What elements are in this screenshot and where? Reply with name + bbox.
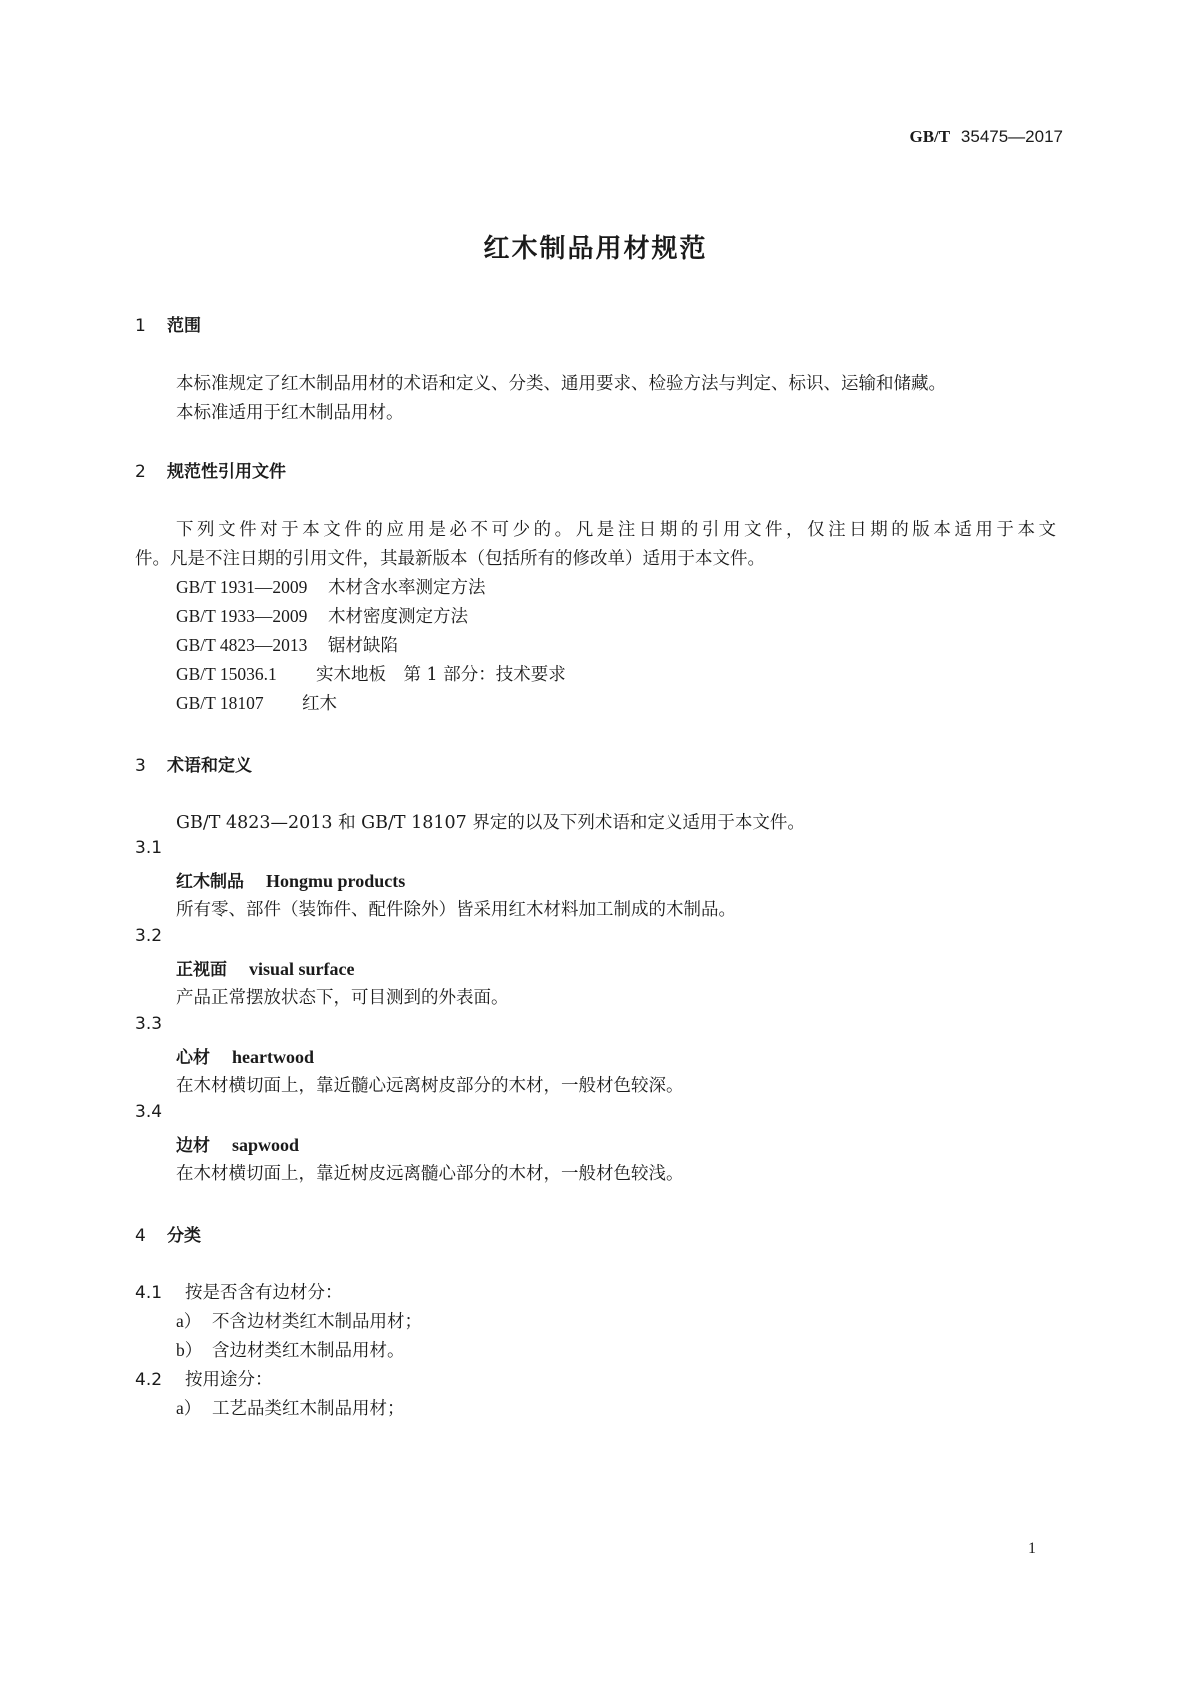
- page-number: 1: [1028, 1540, 1036, 1557]
- classification-number: 4.2: [135, 1370, 163, 1390]
- term-heading: [176, 955, 355, 980]
- reference-code: GB/T 4823—2013: [176, 635, 308, 655]
- reference-code: GB/T 18107: [176, 693, 264, 713]
- paragraph: GB/T 4823—2013 和 GB/T 18107 界定的以及下列术语和定义适用于本文件。: [176, 813, 805, 833]
- term-number: 3.1: [135, 838, 163, 858]
- classification-item: [135, 1279, 343, 1304]
- list-item-text: 含边材类红木制品用材。: [212, 1341, 405, 1361]
- term-zh: 心材: [176, 1048, 210, 1068]
- list-item-text: 工艺品类红木制品用材；: [212, 1399, 405, 1419]
- standard-code: [909, 127, 1063, 147]
- classification-item: [135, 1366, 273, 1391]
- section-title: 范围: [167, 316, 201, 336]
- section-number: 2: [135, 462, 146, 482]
- section-title: 术语和定义: [167, 756, 252, 776]
- list-item-text: 不含边材类红木制品用材；: [212, 1312, 422, 1332]
- section-title: 分类: [167, 1226, 201, 1246]
- section-number: 3: [135, 756, 146, 776]
- reference-item: [176, 632, 398, 657]
- reference-item: [176, 690, 337, 715]
- term-number: 3.4: [135, 1102, 163, 1122]
- reference-title: 实木地板 第 1 部分：技术要求: [316, 665, 566, 685]
- classification-text: 按是否含有边材分：: [185, 1283, 343, 1303]
- term-definition: 产品正常摆放状态下，可目测到的外表面。: [176, 988, 509, 1008]
- term-en: Hongmu products: [266, 871, 406, 891]
- reference-item: [176, 603, 468, 628]
- paragraph: 下列文件对于本文件的应用是必不可少的。凡是注日期的引用文件，仅注日期的版本适用于本文: [176, 520, 1056, 540]
- classification-text: 按用途分：: [185, 1370, 273, 1390]
- classification-number: 4.1: [135, 1283, 163, 1303]
- term-en: visual surface: [249, 959, 355, 979]
- document-title: 红木制品用材规范: [483, 234, 708, 264]
- term-zh: 正视面: [176, 960, 227, 980]
- term-definition: 在木材横切面上，靠近树皮远离髓心部分的木材，一般材色较浅。: [176, 1164, 684, 1184]
- reference-item: [176, 574, 486, 599]
- section-2-heading: [135, 457, 286, 482]
- section-1-heading: [135, 311, 201, 336]
- reference-item: [176, 661, 566, 686]
- section-3-heading: [135, 751, 252, 776]
- section-number: 4: [135, 1226, 146, 1246]
- term-zh: 边材: [176, 1136, 210, 1156]
- reference-title: 锯材缺陷: [328, 636, 398, 656]
- standard-code-prefix: GB/T: [909, 127, 951, 146]
- reference-code: GB/T 1933—2009: [176, 606, 308, 626]
- standard-code-number: 35475—2017: [960, 127, 1063, 146]
- reference-title: 木材密度测定方法: [328, 607, 468, 627]
- section-number: 1: [135, 316, 146, 336]
- list-item-label: a）: [176, 1398, 202, 1418]
- paragraph: 件。凡是不注日期的引用文件，其最新版本（包括所有的修改单）适用于本文件。: [135, 549, 765, 569]
- term-heading: [176, 1043, 314, 1068]
- list-item-label: b）: [176, 1340, 203, 1360]
- section-title: 规范性引用文件: [167, 462, 286, 482]
- term-definition: 在木材横切面上，靠近髓心远离树皮部分的木材，一般材色较深。: [176, 1076, 684, 1096]
- term-en: sapwood: [232, 1135, 300, 1155]
- list-item: [176, 1308, 422, 1333]
- term-zh: 红木制品: [176, 872, 244, 892]
- term-heading: [176, 1131, 299, 1156]
- list-item: [176, 1337, 405, 1362]
- list-item: [176, 1395, 405, 1420]
- list-item-label: a）: [176, 1311, 202, 1331]
- reference-code: GB/T 15036.1: [176, 664, 277, 684]
- term-en: heartwood: [232, 1047, 314, 1067]
- reference-title: 木材含水率测定方法: [328, 578, 486, 598]
- paragraph: 本标准适用于红木制品用材。: [176, 403, 404, 423]
- term-number: 3.2: [135, 926, 163, 946]
- term-number: 3.3: [135, 1014, 163, 1034]
- reference-code: GB/T 1931—2009: [176, 577, 308, 597]
- reference-title: 红木: [302, 694, 337, 714]
- section-4-heading: [135, 1221, 201, 1246]
- paragraph: 本标准规定了红木制品用材的术语和定义、分类、通用要求、检验方法与判定、标识、运输和储藏。: [176, 374, 946, 394]
- term-definition: 所有零、部件（装饰件、配件除外）皆采用红木材料加工制成的木制品。: [176, 900, 736, 920]
- term-heading: [176, 867, 405, 892]
